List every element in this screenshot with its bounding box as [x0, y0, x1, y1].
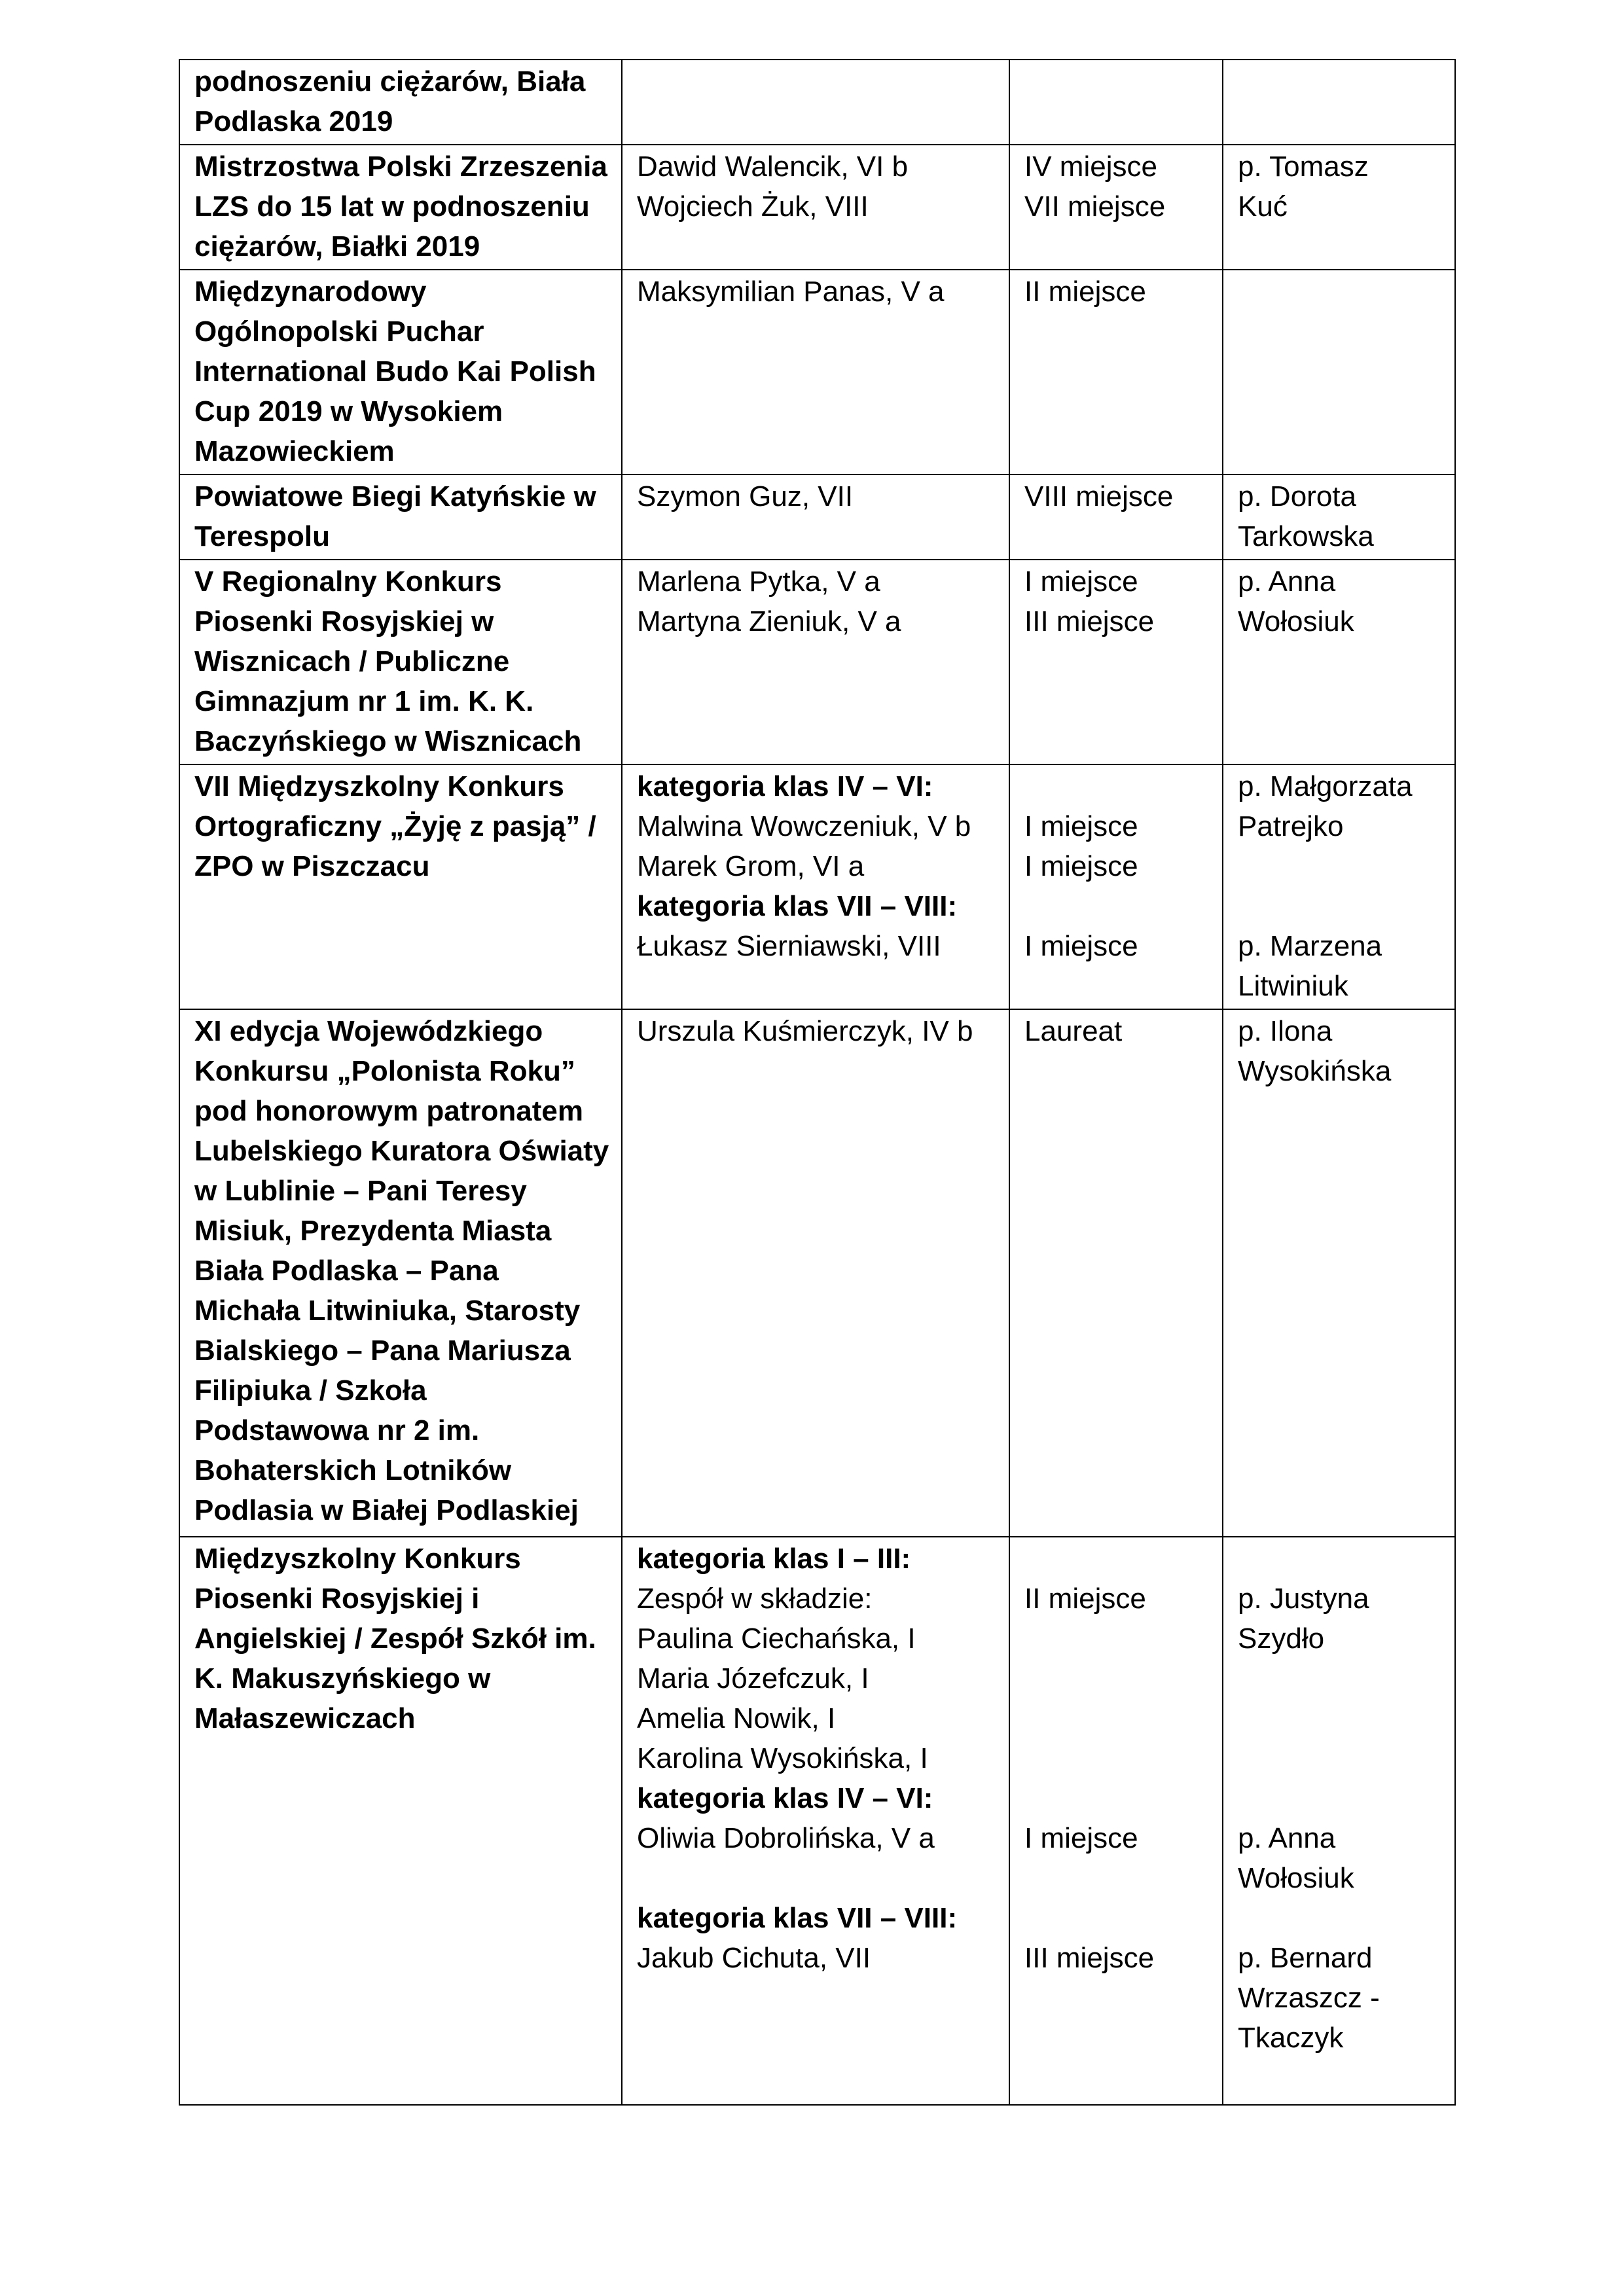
teacher-line: Wołosiuk [1238, 605, 1354, 637]
result-line [1024, 1738, 1208, 1778]
teacher-line: Tarkowska [1238, 520, 1374, 552]
teacher-cell [1223, 1537, 1455, 2105]
teacher-line [1238, 1778, 1440, 1818]
event-line: ZPO w Piszczacu [194, 850, 430, 882]
event-line: Międzynarodowy [194, 276, 427, 308]
event-line: Gimnazjum nr 1 im. K. K. [194, 685, 534, 717]
teacher-cell [1223, 270, 1455, 475]
teacher-line [1238, 1659, 1440, 1698]
result-line: VII miejsce [1024, 190, 1166, 223]
results-table [179, 59, 1456, 2106]
event-line: Baczyńskiego w Wisznicach [194, 725, 582, 757]
students-cell [622, 60, 1009, 145]
teacher-line: Patrejko [1238, 810, 1344, 842]
teacher-line: p. Justyna [1238, 1583, 1369, 1615]
teacher-cell [1223, 764, 1455, 1009]
students-cell [622, 270, 1009, 475]
event-line: Powiatowe Biegi Katyńskie w [194, 480, 596, 512]
table-row [179, 1537, 1455, 2105]
student-line: Dawid Walencik, VI b [637, 151, 909, 183]
teacher-line: p. Dorota [1238, 480, 1356, 512]
event-line: w Lublinie – Pani Teresy [194, 1175, 527, 1207]
event-cell [179, 560, 622, 764]
table-row [179, 145, 1455, 270]
result-line [1024, 1898, 1208, 1938]
teacher-line [1238, 1539, 1440, 1579]
student-line: Malwina Wowczeniuk, V b [637, 810, 971, 842]
result-cell [1009, 560, 1223, 764]
student-line: Zespół w składzie: [637, 1583, 873, 1615]
event-line: International Budo Kai Polish [194, 355, 596, 387]
event-line: Wisznicach / Publiczne [194, 645, 510, 677]
event-line: Mazowieckiem [194, 435, 395, 467]
event-line: Lubelskiego Kuratora Oświaty [194, 1135, 609, 1167]
category-heading: kategoria klas VII – VIII: [637, 1902, 958, 1934]
students-cell [622, 475, 1009, 560]
student-line: Marek Grom, VI a [637, 850, 865, 882]
result-cell [1009, 270, 1223, 475]
event-cell [179, 764, 622, 1009]
teacher-cell [1223, 145, 1455, 270]
event-line: Ogólnopolski Puchar [194, 315, 484, 348]
teacher-cell [1223, 1009, 1455, 1537]
result-cell [1009, 1009, 1223, 1537]
result-line: III miejsce [1024, 1942, 1155, 1974]
student-line: Maksymilian Panas, V a [637, 276, 945, 308]
event-line: Michała Litwiniuka, Starosty [194, 1295, 581, 1327]
teacher-cell [1223, 475, 1455, 560]
teacher-line: p. Bernard [1238, 1942, 1373, 1974]
event-line: LZS do 15 lat w podnoszeniu [194, 190, 590, 223]
event-line: Podlaska 2019 [194, 105, 393, 137]
result-line [1024, 1698, 1208, 1738]
event-line: K. Makuszyńskiego w [194, 1662, 491, 1695]
students-cell [622, 1537, 1009, 2105]
event-cell [179, 1009, 622, 1537]
student-line: Amelia Nowik, I [637, 1702, 836, 1734]
table-row [179, 475, 1455, 560]
teacher-line: p. Tomasz [1238, 151, 1369, 183]
teacher-line [1238, 1698, 1440, 1738]
event-line: Podstawowa nr 2 im. [194, 1414, 480, 1446]
event-line: Misiuk, Prezydenta Miasta [194, 1215, 552, 1247]
result-line: II miejsce [1024, 1583, 1146, 1615]
event-line: Mistrzostwa Polski Zrzeszenia [194, 151, 607, 183]
event-line: Cup 2019 w Wysokiem [194, 395, 503, 427]
teacher-cell [1223, 560, 1455, 764]
teacher-line: Szydło [1238, 1623, 1325, 1655]
teacher-line: p. Marzena [1238, 930, 1382, 962]
category-heading: kategoria klas I – III: [637, 1543, 911, 1575]
event-cell [179, 270, 622, 475]
event-line: Terespolu [194, 520, 331, 552]
student-line: Marlena Pytka, V a [637, 565, 880, 598]
event-line: Ortograficzny „Żyję z pasją” / [194, 810, 596, 842]
event-line: V Regionalny Konkurs [194, 565, 502, 598]
result-line [1024, 1659, 1208, 1698]
event-cell [179, 145, 622, 270]
event-line: podnoszeniu ciężarów, Biała [194, 65, 586, 98]
event-line: Angielskiej / Zespół Szkół im. [194, 1623, 596, 1655]
student-line: Maria Józefczuk, I [637, 1662, 869, 1695]
result-line [1024, 1539, 1208, 1579]
result-cell [1009, 60, 1223, 145]
event-cell [179, 1537, 622, 2105]
result-line [1024, 766, 1208, 806]
result-line: I miejsce [1024, 850, 1138, 882]
result-cell [1009, 1537, 1223, 2105]
event-line: Piosenki Rosyjskiej i [194, 1583, 480, 1615]
teacher-cell [1223, 60, 1455, 145]
teacher-line: p. Anna [1238, 1822, 1336, 1854]
result-line: IV miejsce [1024, 151, 1157, 183]
student-line: Jakub Cichuta, VII [637, 1942, 871, 1974]
result-line [1024, 1778, 1208, 1818]
result-line [1024, 886, 1208, 926]
students-cell [622, 764, 1009, 1009]
event-line: pod honorowym patronatem [194, 1095, 583, 1127]
result-line [1024, 1619, 1208, 1659]
student-line: Łukasz Sierniawski, VIII [637, 930, 941, 962]
result-line: I miejsce [1024, 930, 1138, 962]
event-cell [179, 475, 622, 560]
results-table-body [179, 60, 1455, 2105]
result-line [1024, 1858, 1208, 1898]
category-heading: kategoria klas IV – VI: [637, 770, 933, 802]
teacher-line [1238, 846, 1440, 886]
category-heading: kategoria klas IV – VI: [637, 1782, 933, 1814]
students-cell [622, 560, 1009, 764]
category-heading: kategoria klas VII – VIII: [637, 890, 958, 922]
event-line: Bohaterskich Lotników [194, 1454, 512, 1486]
teacher-line [1238, 1738, 1440, 1778]
student-line: Martyna Zieniuk, V a [637, 605, 901, 637]
event-line: Biała Podlaska – Pana [194, 1255, 499, 1287]
event-cell [179, 60, 622, 145]
event-line: Filipiuka / Szkoła [194, 1374, 427, 1407]
teacher-line: p. Małgorzata [1238, 770, 1413, 802]
teacher-line [1238, 886, 1440, 926]
result-cell [1009, 145, 1223, 270]
event-line: ciężarów, Białki 2019 [194, 230, 480, 262]
teacher-line: Wołosiuk [1238, 1862, 1354, 1894]
result-line: VIII miejsce [1024, 480, 1174, 512]
student-line: Paulina Ciechańska, I [637, 1623, 916, 1655]
table-row [179, 1009, 1455, 1537]
result-line: III miejsce [1024, 605, 1155, 637]
event-line: Małaszewiczach [194, 1702, 416, 1734]
teacher-line: Wrzaszcz - [1238, 1982, 1380, 2014]
result-line: I miejsce [1024, 810, 1138, 842]
student-line [637, 1858, 994, 1898]
result-line: I miejsce [1024, 565, 1138, 598]
table-row [179, 60, 1455, 145]
table-row [179, 270, 1455, 475]
event-line: Międzyszkolny Konkurs [194, 1543, 521, 1575]
teacher-line [1238, 1898, 1440, 1938]
students-cell [622, 1009, 1009, 1537]
result-line: I miejsce [1024, 1822, 1138, 1854]
student-line: Wojciech Żuk, VIII [637, 190, 869, 223]
student-line: Urszula Kuśmierczyk, IV b [637, 1015, 973, 1047]
student-line: Karolina Wysokińska, I [637, 1742, 928, 1774]
student-line: Szymon Guz, VII [637, 480, 854, 512]
event-line: Bialskiego – Pana Mariusza [194, 1335, 571, 1367]
student-line: Oliwia Dobrolińska, V a [637, 1822, 935, 1854]
teacher-line: p. Anna [1238, 565, 1336, 598]
result-line: II miejsce [1024, 276, 1146, 308]
result-line: Laureat [1024, 1015, 1123, 1047]
teacher-line: Wysokińska [1238, 1055, 1392, 1087]
event-line: VII Międzyszkolny Konkurs [194, 770, 564, 802]
teacher-line: p. Ilona [1238, 1015, 1333, 1047]
teacher-line: Litwiniuk [1238, 970, 1348, 1002]
table-row [179, 560, 1455, 764]
table-row [179, 764, 1455, 1009]
result-cell [1009, 475, 1223, 560]
result-cell [1009, 764, 1223, 1009]
event-line: Konkursu „Polonista Roku” [194, 1055, 575, 1087]
event-line: Piosenki Rosyjskiej w [194, 605, 494, 637]
teacher-line: Tkaczyk [1238, 2022, 1344, 2054]
teacher-line: Kuć [1238, 190, 1288, 223]
students-cell [622, 145, 1009, 270]
event-line: Podlasia w Białej Podlaskiej [194, 1494, 579, 1526]
event-line: XI edycja Wojewódzkiego [194, 1015, 543, 1047]
